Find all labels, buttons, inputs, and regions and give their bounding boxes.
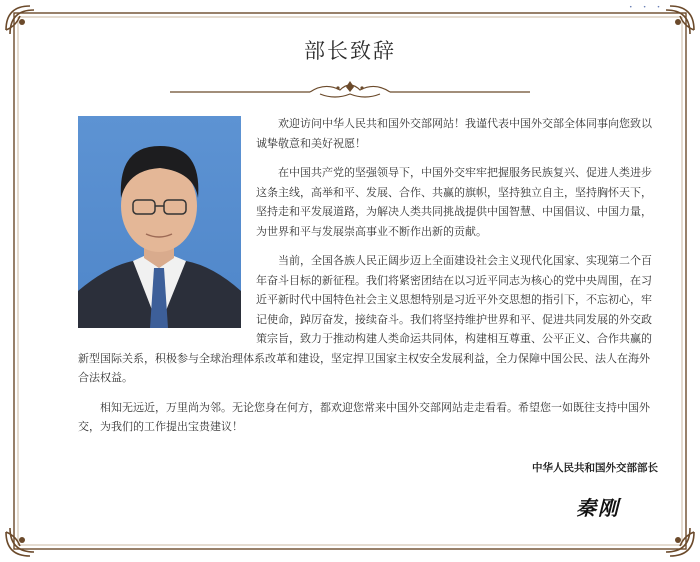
paragraph-2: 在中国共产党的坚强领导下，中国外交牢牢把握服务民族复兴、促进人类进步这条主线，高举和平、发展、合作、共赢的旗帜，坚持独立自主，坚持胸怀天下，坚持走和平发展道路，为解决人类共同挑战提供中国智慧、中国倡议、中国力量，为世界和平与发展崇高事业不断作出新的贡献。 [256, 166, 652, 238]
paragraph-4: 相知无远近，万里尚为邻。无论您身在何方，都欢迎您常来中国外交部网站走走看看。希望您一如既往支持中国外交，为我们的工作提出宝贵建议！ [78, 400, 650, 433]
photo-spacer [78, 114, 256, 332]
signature-org: 中华人民共和国外交部部长 [532, 462, 658, 474]
ornament-divider [170, 78, 530, 102]
top-links[interactable]: ・ ・ ・ [626, 3, 664, 13]
page-title: 部长致辞 [304, 39, 396, 63]
paragraph-3: 当前，全国各族人民正阔步迈上全面建设社会主义现代化国家、实现第二个百年奋斗目标的新征程。我们将紧密团结在以习近平同志为核心的党中央周围，在习近平新时代中国特色社会主义思想特别是习近平外交思想的指引下，不忘初心，牢记使命，踔厉奋发，接续奋斗。我们将坚持维护世界和平、促进共同发展的外交政策宗旨，致力于推动构建人类命运共同体，构建相互尊重、公平正义、合作共赢的新型国际关系，积极参与全球治理体系改革和建设，坚定捍卫国家主权安全发展利益，全力保障中国公民、法人在海外合法权益。 [78, 254, 652, 384]
message-body [78, 114, 658, 447]
paragraph-1: 欢迎访问中华人民共和国外交部网站！我谨代表中国外交部全体同事向您致以诚挚敬意和美好祝愿！ [256, 117, 652, 150]
signature-name: 秦刚 [576, 496, 620, 520]
